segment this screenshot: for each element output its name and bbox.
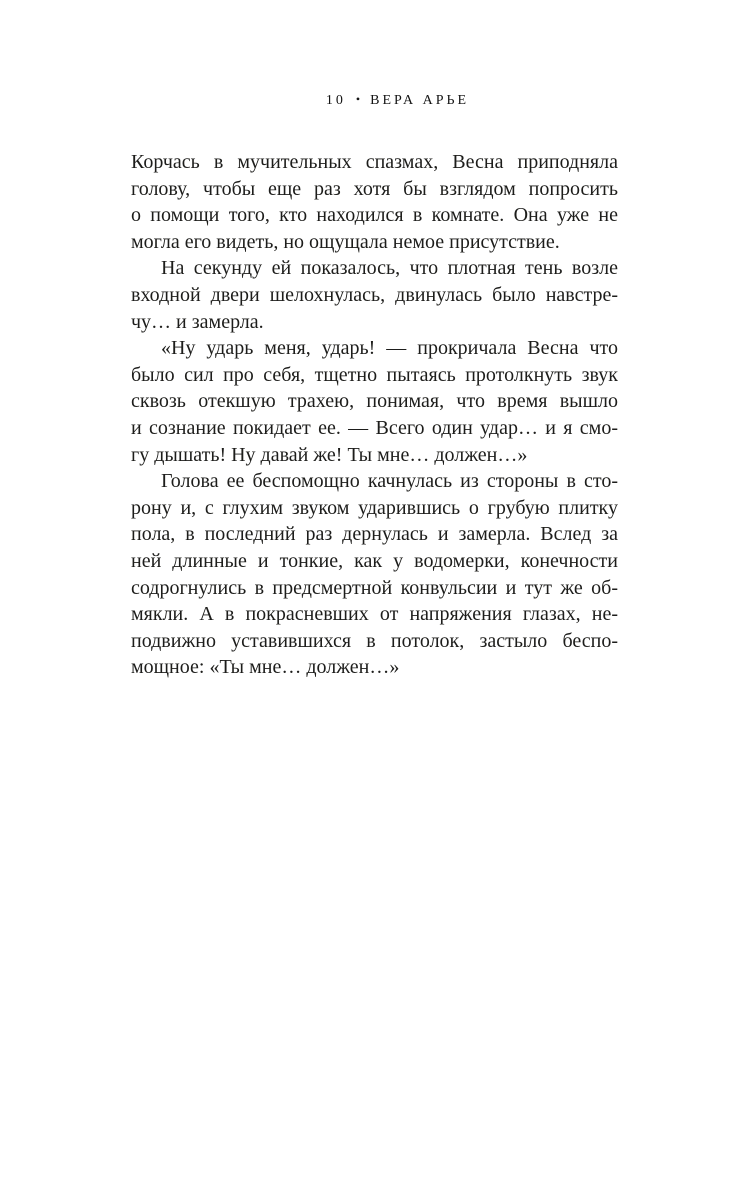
text-line: входной двери шелохнулась, двинулась было навстре- [131,283,618,306]
paragraph [131,255,618,335]
paragraph [131,149,618,255]
text-line: На секунду ей показалось, что плотная тень возле [161,257,618,280]
paragraph [131,335,618,468]
text-line: было сил про себя, тщетно пытаясь протолкнуть звук [131,363,618,386]
body-text [131,149,618,681]
text-line: сквозь отекшую трахею, понимая, что время вышло [131,390,618,413]
text-line: голову, чтобы еще раз хотя бы взглядом попросить [131,177,618,200]
header-separator-dot: • [355,92,361,106]
running-header [326,92,469,109]
text-line: мощное: «Ты мне… должен…» [131,656,400,679]
page-number: 10 [325,93,346,108]
text-line: чу… и замерла. [131,310,264,333]
text-line: подвижно уставившихся в потолок, застыло беспо- [131,629,618,652]
text-line: Голова ее беспомощно качнулась из стороны в сто- [161,470,618,493]
author-name: ВЕРА АРЬЕ [370,93,470,108]
text-line: «Ну ударь меня, ударь! — прокричала Весна что [161,337,618,360]
paragraph [131,468,618,681]
text-line: могла его видеть, но ощущала немое присутствие. [131,230,560,253]
text-line: мякли. А в покрасневших от напряжения глазах, не- [131,603,618,626]
text-line: ней длинные и тонкие, как у водомерки, конечности [131,549,618,572]
text-line: рону и, с глухим звуком ударившись о грубую плитку [131,496,618,519]
text-line: и сознание покидает ее. — Всего один удар… и я смо- [131,416,618,439]
text-line: содрогнулись в предсмертной конвульсии и тут же об- [131,576,618,599]
text-line: гу дышать! Ну давай же! Ты мне… должен…» [131,443,528,466]
text-line: пола, в последний раз дернулась и замерла. Вслед за [131,523,618,546]
text-line: о помощи того, кто находился в комнате. Она уже не [131,204,618,227]
text-line: Корчась в мучительных спазмах, Весна приподняла [131,151,618,173]
